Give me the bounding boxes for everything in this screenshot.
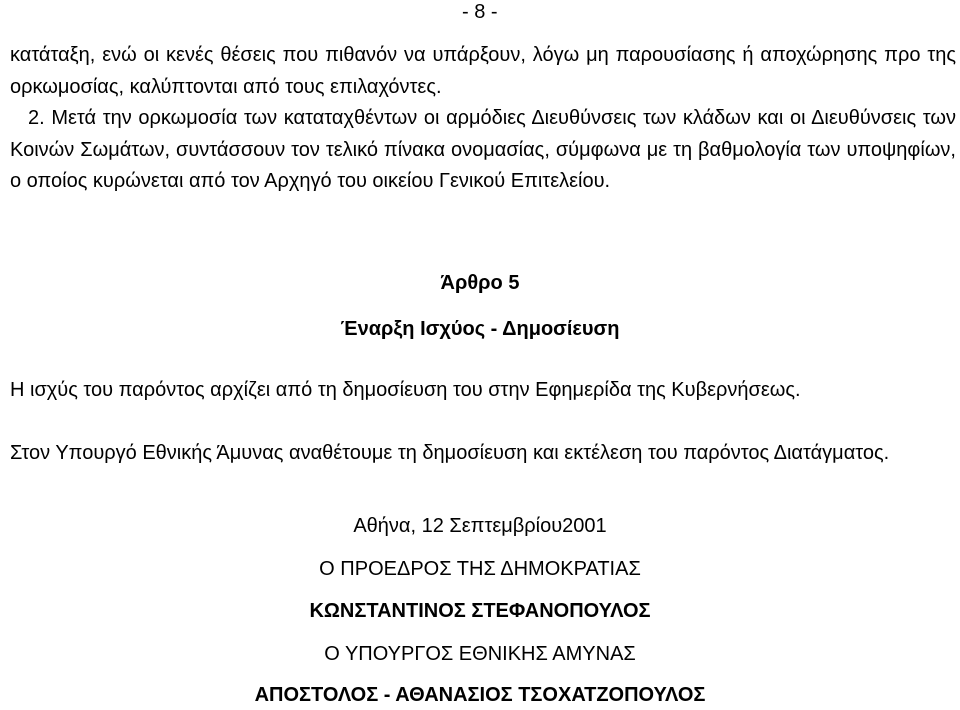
page-number: - 8 - xyxy=(462,1,498,23)
article-number: Άρθρο 5 xyxy=(440,272,520,294)
president-name: ΚΩΝΣΤΑΝΤΙΝΟΣ ΣΤΕΦΑΝΟΠΟΥΛΟΣ xyxy=(309,600,651,622)
minister-name: ΑΠΟΣΤΟΛΟΣ - ΑΘΑΝΑΣΙΟΣ ΤΣΟΧΑΤΖΟΠΟΥΛΟΣ xyxy=(254,684,706,706)
minister-title: Ο ΥΠΟΥΡΓΟΣ ΕΘΝΙΚΗΣ ΑΜΥΝΑΣ xyxy=(324,643,636,665)
paragraph-item-2: 2. Μετά την ορκωμοσία των καταταχθέντων οι αρμόδιες Διευθύνσεις των κλάδων και οι Διευθύνσεις των Κοινών Σωμάτων, συντάσσουν τον τελικό πίνακα ονομασίας, σύμφωνα με τη βαθμολογία των υποψηφίων, ο οποίος κυρώνεται από τον Αρχηγό του οικείου Γενικού Επιτελείου. xyxy=(10,107,956,193)
paragraph-assignment: Στον Υπουργό Εθνικής Άμυνας αναθέτουμε τη δημοσίευση και εκτέλεση του παρόντος Διατάγματος. xyxy=(10,442,890,464)
article-title: Έναρξη Ισχύος - Δημοσίευση xyxy=(340,318,620,340)
paragraph-continuation: κατάταξη, ενώ οι κενές θέσεις που πιθανόν να υπάρξουν, λόγω μη παρουσίασης ή αποχώρησης προ της ορκωμοσίας, καλύπτονται από τους επιλαχόντες. xyxy=(10,44,956,98)
paragraph-effect: Η ισχύς του παρόντος αρχίζει από τη δημοσίευση του στην Εφημερίδα της Κυβερνήσεως. xyxy=(10,379,801,401)
place-date: Αθήνα, 12 Σεπτεμβρίου2001 xyxy=(353,515,607,537)
president-title: Ο ΠΡΟΕΔΡΟΣ ΤΗΣ ΔΗΜΟΚΡΑΤΙΑΣ xyxy=(319,558,641,580)
